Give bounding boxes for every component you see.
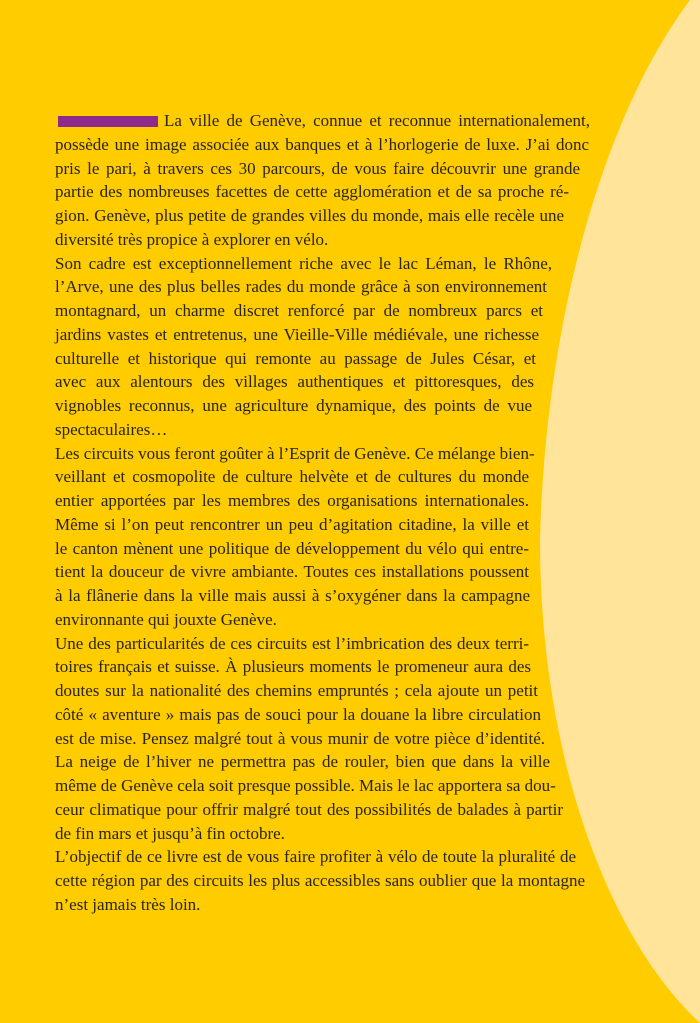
text-line: possède une image associée aux banques et à l’horlogerie de luxe. J’ai donc — [55, 134, 589, 154]
text-line: vignobles reconnus, une agriculture dynamique, des points de vue — [55, 396, 532, 415]
text-line: Les circuits vous feront goûter à l’Esprit de Genève. Ce mélange bien- — [55, 443, 535, 463]
text-line: jardins vastes et entretenus, une Vieille-Ville médiévale, une richesse — [55, 324, 539, 344]
text-line: n’est jamais très loin. — [55, 894, 201, 914]
text-line: diversité très propice à explorer en vélo. — [55, 229, 329, 249]
text-line: environnante qui jouxte Genève. — [55, 609, 277, 629]
text-line: cette région par des circuits les plus accessibles sans oublier que la montagne — [55, 871, 585, 890]
text-line: côté « aventure » mais pas de souci pour la douane la libre circulation — [55, 704, 541, 724]
text-line: même de Genève cela soit presque possible. Mais le lac apportera sa dou- — [55, 776, 556, 795]
text-line: à la flânerie dans la ville mais aussi à s’oxygéner dans la campagne — [55, 586, 530, 605]
text-line: veillant et cosmopolite de culture helvète et de cultures du monde — [55, 467, 529, 487]
text-line: ceur climatique pour offrir malgré tout des possibilités de balades à partir — [55, 799, 563, 819]
text-line: pris le pari, à travers ces 30 parcours, de vous faire découvrir une grande — [55, 158, 580, 178]
text-line: La neige de l’hiver ne permettra pas de rouler, bien que dans la ville — [55, 752, 550, 772]
text-line: gion. Genève, plus petite de grandes villes du monde, mais elle recèle une — [55, 206, 564, 225]
text-line — [55, 109, 590, 133]
text-line: entier apportées par les membres des organisations internationales. — [55, 491, 529, 510]
text-line: le canton mènent une politique de développement du vélo qui entre- — [55, 538, 529, 558]
text-line: partie des nombreuses facettes de cette agglomération et de sa proche ré- — [55, 182, 569, 202]
text-line: tient la douceur de vivre ambiante. Toutes ces installations poussent — [55, 562, 529, 582]
text-line: Une des particularités de ces circuits est l’imbrication des deux terri- — [55, 633, 529, 653]
text-line: montagnard, un charme discret renforcé par de nombreux parcs et — [55, 301, 543, 320]
accent-bar — [58, 116, 158, 127]
text-line: doutes sur la nationalité des chemins empruntés ; cela ajoute un petit — [55, 681, 538, 700]
text-line: de fin mars et jusqu’à fin octobre. — [55, 823, 285, 843]
text-line: Son cadre est exceptionnellement riche avec le lac Léman, le Rhône, — [55, 253, 552, 273]
text-line: l’Arve, une des plus belles rades du monde grâce à son environnement — [55, 277, 547, 297]
text-line: est de mise. Pensez malgré tout à vous munir de votre pièce d’identité. — [55, 728, 545, 748]
text-line: spectaculaires… — [55, 419, 168, 439]
text-line: Même si l’on peut rencontrer un peu d’agitation citadine, la ville et — [55, 514, 529, 534]
text-line: culturelle et historique qui remonte au passage de Jules César, et — [55, 348, 536, 368]
text-line: L’objectif de ce livre est de vous faire profiter à vélo de toute la pluralité de — [55, 847, 576, 867]
text-line: avec aux alentours des villages authentiques et pittoresques, des — [55, 372, 534, 392]
text-line-content: La ville de Genève, connue et reconnue internationalement, — [164, 111, 590, 130]
body-text — [55, 109, 590, 917]
text-line: toires français et suisse. À plusieurs moments le promeneur aura des — [55, 657, 531, 677]
